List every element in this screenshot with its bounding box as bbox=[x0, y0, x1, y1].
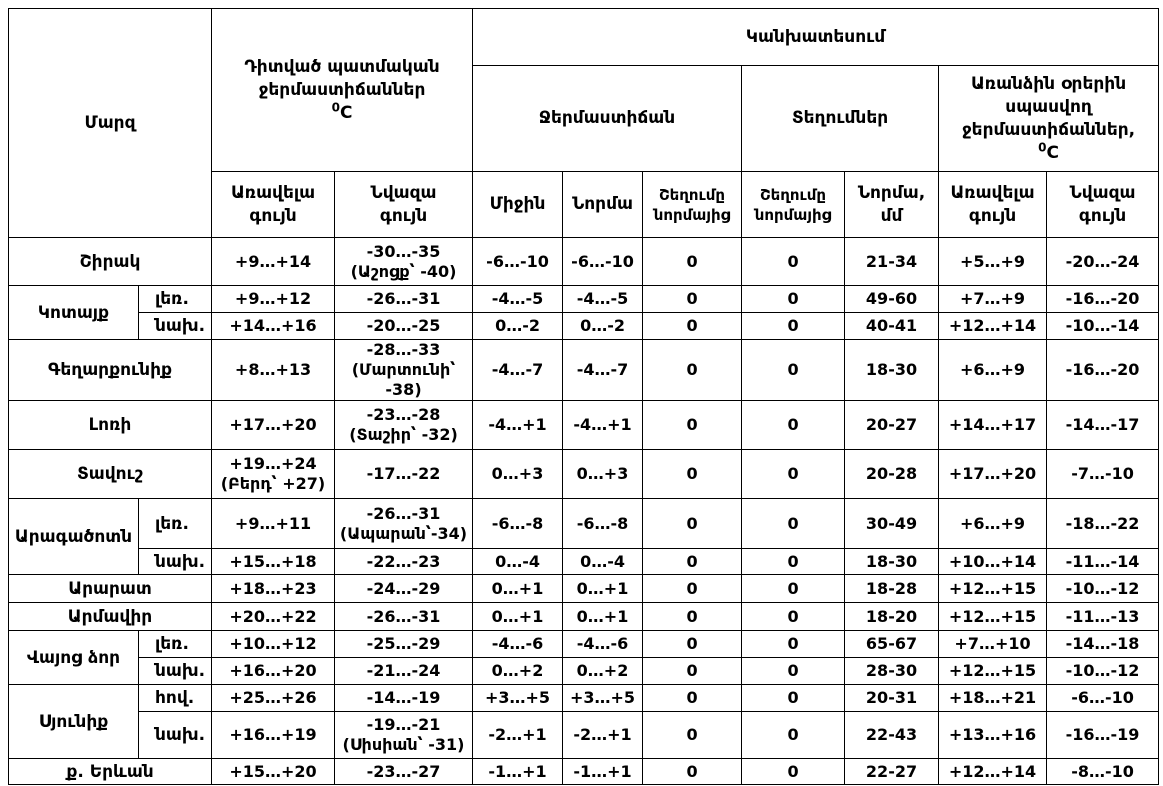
table-row bbox=[9, 631, 1159, 658]
exp-min-cell: -8…-10 bbox=[1047, 759, 1159, 785]
header-obs-max: Առավելա գույն bbox=[212, 172, 335, 238]
norm-cell: 0…+3 bbox=[563, 450, 643, 499]
temp-dev-cell: 0 bbox=[643, 759, 742, 785]
temp-dev-cell: 0 bbox=[643, 313, 742, 340]
header-obs-min: Նվազա գույն bbox=[335, 172, 473, 238]
exp-max-cell: +18…+21 bbox=[939, 685, 1047, 712]
obs-min-cell: -26…-31 bbox=[335, 286, 473, 313]
obs-max-cell: +20…+22 bbox=[212, 603, 335, 631]
exp-max-cell: +14…+17 bbox=[939, 401, 1047, 450]
header-precip-deviation: Շեղումը նորմայից bbox=[742, 172, 845, 238]
table-row bbox=[9, 401, 1159, 450]
norm-cell: 0…+2 bbox=[563, 658, 643, 685]
norm-cell: -4…+1 bbox=[563, 401, 643, 450]
norm-cell: -1…+1 bbox=[563, 759, 643, 785]
obs-max-cell: +14…+16 bbox=[212, 313, 335, 340]
precip-dev-cell: 0 bbox=[742, 759, 845, 785]
exp-min-cell: -14…-18 bbox=[1047, 631, 1159, 658]
header-precip-norm: Նորմա, մմ bbox=[845, 172, 939, 238]
precip-norm-cell: 28-30 bbox=[845, 658, 939, 685]
temp-dev-cell: 0 bbox=[643, 549, 742, 575]
obs-max-cell: +18…+23 bbox=[212, 575, 335, 603]
obs-max-cell: +9…+14 bbox=[212, 238, 335, 286]
region-cell: Արագածոտն bbox=[9, 499, 139, 575]
temp-dev-cell: 0 bbox=[643, 340, 742, 401]
header-exp-max: Առավելա գույն bbox=[939, 172, 1047, 238]
region-cell: Սյունիք bbox=[9, 685, 139, 759]
precip-norm-cell: 18-30 bbox=[845, 340, 939, 401]
table-row bbox=[9, 238, 1159, 286]
temp-dev-cell: 0 bbox=[643, 450, 742, 499]
temp-dev-cell: 0 bbox=[643, 712, 742, 759]
temp-dev-cell: 0 bbox=[643, 286, 742, 313]
mean-cell: +3…+5 bbox=[473, 685, 563, 712]
exp-min-cell: -11…-13 bbox=[1047, 603, 1159, 631]
table-row bbox=[9, 712, 1159, 759]
mean-cell: 0…+1 bbox=[473, 603, 563, 631]
obs-min-cell: -28…-33 (Մարտունի՝ -38) bbox=[335, 340, 473, 401]
table-row bbox=[9, 499, 1159, 549]
precip-norm-cell: 18-28 bbox=[845, 575, 939, 603]
precip-dev-cell: 0 bbox=[742, 631, 845, 658]
obs-min-cell: -25…-29 bbox=[335, 631, 473, 658]
table-row bbox=[9, 575, 1159, 603]
mean-cell: 0…-4 bbox=[473, 549, 563, 575]
temp-dev-cell: 0 bbox=[643, 238, 742, 286]
precip-norm-cell: 40-41 bbox=[845, 313, 939, 340]
precip-dev-cell: 0 bbox=[742, 313, 845, 340]
subregion-cell: լեռ. bbox=[139, 499, 212, 549]
norm-cell: 0…+1 bbox=[563, 603, 643, 631]
table-row bbox=[9, 658, 1159, 685]
obs-min-cell: -23…-28 (Տաշիր՝ -32) bbox=[335, 401, 473, 450]
precip-dev-cell: 0 bbox=[742, 286, 845, 313]
exp-max-cell: +12…+15 bbox=[939, 658, 1047, 685]
obs-max-cell: +16…+19 bbox=[212, 712, 335, 759]
precip-dev-cell: 0 bbox=[742, 238, 845, 286]
temp-dev-cell: 0 bbox=[643, 631, 742, 658]
table-row bbox=[9, 549, 1159, 575]
mean-cell: -4…-5 bbox=[473, 286, 563, 313]
obs-min-cell: -30…-35 (Աշոցք՝ -40) bbox=[335, 238, 473, 286]
norm-cell: 0…+1 bbox=[563, 575, 643, 603]
precip-dev-cell: 0 bbox=[742, 685, 845, 712]
exp-max-cell: +6…+9 bbox=[939, 499, 1047, 549]
exp-max-cell: +7…+9 bbox=[939, 286, 1047, 313]
exp-min-cell: -20…-24 bbox=[1047, 238, 1159, 286]
header-mean: Միջին bbox=[473, 172, 563, 238]
table-row bbox=[9, 603, 1159, 631]
precip-dev-cell: 0 bbox=[742, 340, 845, 401]
mean-cell: -4…-7 bbox=[473, 340, 563, 401]
norm-cell: -4…-6 bbox=[563, 631, 643, 658]
obs-min-cell: -19…-21 (Սիսիան՝ -31) bbox=[335, 712, 473, 759]
precip-norm-cell: 49-60 bbox=[845, 286, 939, 313]
obs-max-cell: +19…+24 (Բերդ՝ +27) bbox=[212, 450, 335, 499]
obs-min-cell: -26…-31 (Ապարան՝-34) bbox=[335, 499, 473, 549]
header-norm: Նորմա bbox=[563, 172, 643, 238]
temp-dev-cell: 0 bbox=[643, 658, 742, 685]
header-region: Մարզ bbox=[9, 9, 212, 238]
obs-max-cell: +10…+12 bbox=[212, 631, 335, 658]
exp-max-cell: +17…+20 bbox=[939, 450, 1047, 499]
header-precipitation: Տեղումներ bbox=[742, 66, 939, 172]
region-cell: Արմավիր bbox=[9, 603, 212, 631]
exp-min-cell: -10…-14 bbox=[1047, 313, 1159, 340]
precip-dev-cell: 0 bbox=[742, 658, 845, 685]
exp-min-cell: -6…-10 bbox=[1047, 685, 1159, 712]
precip-dev-cell: 0 bbox=[742, 549, 845, 575]
norm-cell: 0…-2 bbox=[563, 313, 643, 340]
norm-cell: 0…-4 bbox=[563, 549, 643, 575]
region-cell: Կոտայք bbox=[9, 286, 139, 340]
norm-cell: -4…-5 bbox=[563, 286, 643, 313]
mean-cell: -1…+1 bbox=[473, 759, 563, 785]
mean-cell: 0…+3 bbox=[473, 450, 563, 499]
obs-min-cell: -21…-24 bbox=[335, 658, 473, 685]
table-row bbox=[9, 759, 1159, 785]
obs-max-cell: +9…+12 bbox=[212, 286, 335, 313]
precip-norm-cell: 20-31 bbox=[845, 685, 939, 712]
obs-min-cell: -26…-31 bbox=[335, 603, 473, 631]
table-row bbox=[9, 450, 1159, 499]
temp-dev-cell: 0 bbox=[643, 401, 742, 450]
precip-norm-cell: 18-20 bbox=[845, 603, 939, 631]
obs-max-cell: +16…+20 bbox=[212, 658, 335, 685]
obs-min-cell: -24…-29 bbox=[335, 575, 473, 603]
obs-max-cell: +15…+20 bbox=[212, 759, 335, 785]
subregion-cell: լեռ. bbox=[139, 631, 212, 658]
region-cell: Վայոց ձոր bbox=[9, 631, 139, 685]
exp-max-cell: +10…+14 bbox=[939, 549, 1047, 575]
exp-min-cell: -16…-19 bbox=[1047, 712, 1159, 759]
obs-min-cell: -20…-25 bbox=[335, 313, 473, 340]
table-row bbox=[9, 313, 1159, 340]
precip-norm-cell: 20-28 bbox=[845, 450, 939, 499]
exp-max-cell: +12…+14 bbox=[939, 313, 1047, 340]
region-cell: Լոռի bbox=[9, 401, 212, 450]
mean-cell: 0…+2 bbox=[473, 658, 563, 685]
region-cell: Տավուշ bbox=[9, 450, 212, 499]
obs-max-cell: +25…+26 bbox=[212, 685, 335, 712]
exp-max-cell: +12…+15 bbox=[939, 603, 1047, 631]
norm-cell: -6…-10 bbox=[563, 238, 643, 286]
precip-dev-cell: 0 bbox=[742, 401, 845, 450]
exp-min-cell: -16…-20 bbox=[1047, 340, 1159, 401]
exp-max-cell: +7…+10 bbox=[939, 631, 1047, 658]
obs-max-cell: +15…+18 bbox=[212, 549, 335, 575]
obs-min-cell: -22…-23 bbox=[335, 549, 473, 575]
precip-norm-cell: 22-43 bbox=[845, 712, 939, 759]
header-expected: Առանձին օրերին սպասվող ջերմաստիճաններ, $^0$C bbox=[939, 66, 1159, 172]
header-exp-min: Նվազա գույն bbox=[1047, 172, 1159, 238]
mean-cell: -4…-6 bbox=[473, 631, 563, 658]
exp-max-cell: +13…+16 bbox=[939, 712, 1047, 759]
precip-norm-cell: 20-27 bbox=[845, 401, 939, 450]
exp-max-cell: +12…+14 bbox=[939, 759, 1047, 785]
norm-cell: +3…+5 bbox=[563, 685, 643, 712]
temp-dev-cell: 0 bbox=[643, 685, 742, 712]
precip-norm-cell: 18-30 bbox=[845, 549, 939, 575]
header-forecast: Կանխատեսում bbox=[473, 9, 1159, 66]
mean-cell: -4…+1 bbox=[473, 401, 563, 450]
norm-cell: -6…-8 bbox=[563, 499, 643, 549]
exp-min-cell: -16…-20 bbox=[1047, 286, 1159, 313]
mean-cell: -2…+1 bbox=[473, 712, 563, 759]
exp-min-cell: -10…-12 bbox=[1047, 658, 1159, 685]
region-cell: Արարատ bbox=[9, 575, 212, 603]
obs-max-cell: +8…+13 bbox=[212, 340, 335, 401]
subregion-cell: նախ. bbox=[139, 549, 212, 575]
region-cell: Գեղարքունիք bbox=[9, 340, 212, 401]
subregion-cell: նախ. bbox=[139, 712, 212, 759]
header-observed: Դիտված պատմական ջերմաստիճաններ $^0$C bbox=[212, 9, 473, 172]
precip-dev-cell: 0 bbox=[742, 712, 845, 759]
norm-cell: -2…+1 bbox=[563, 712, 643, 759]
precip-norm-cell: 65-67 bbox=[845, 631, 939, 658]
precip-norm-cell: 21-34 bbox=[845, 238, 939, 286]
mean-cell: 0…+1 bbox=[473, 575, 563, 603]
precip-dev-cell: 0 bbox=[742, 499, 845, 549]
obs-min-cell: -17…-22 bbox=[335, 450, 473, 499]
exp-min-cell: -11…-14 bbox=[1047, 549, 1159, 575]
exp-max-cell: +12…+15 bbox=[939, 575, 1047, 603]
precip-dev-cell: 0 bbox=[742, 575, 845, 603]
region-cell: ք. Երևան bbox=[9, 759, 212, 785]
precip-norm-cell: 30-49 bbox=[845, 499, 939, 549]
region-cell: Շիրակ bbox=[9, 238, 212, 286]
exp-max-cell: +5…+9 bbox=[939, 238, 1047, 286]
subregion-cell: նախ. bbox=[139, 658, 212, 685]
table-row bbox=[9, 685, 1159, 712]
climate-table bbox=[8, 8, 1159, 785]
table-row bbox=[9, 286, 1159, 313]
header-temp-deviation: Շեղումը նորմայից bbox=[643, 172, 742, 238]
temp-dev-cell: 0 bbox=[643, 603, 742, 631]
exp-min-cell: -10…-12 bbox=[1047, 575, 1159, 603]
mean-cell: 0…-2 bbox=[473, 313, 563, 340]
subregion-cell: նախ. bbox=[139, 313, 212, 340]
norm-cell: -4…-7 bbox=[563, 340, 643, 401]
exp-max-cell: +6…+9 bbox=[939, 340, 1047, 401]
subregion-cell: հով. bbox=[139, 685, 212, 712]
table-row bbox=[9, 340, 1159, 401]
precip-dev-cell: 0 bbox=[742, 603, 845, 631]
obs-max-cell: +17…+20 bbox=[212, 401, 335, 450]
temp-dev-cell: 0 bbox=[643, 575, 742, 603]
exp-min-cell: -7…-10 bbox=[1047, 450, 1159, 499]
obs-max-cell: +9…+11 bbox=[212, 499, 335, 549]
mean-cell: -6…-8 bbox=[473, 499, 563, 549]
header-temperature: Ջերմաստիճան bbox=[473, 66, 742, 172]
mean-cell: -6…-10 bbox=[473, 238, 563, 286]
obs-min-cell: -23…-27 bbox=[335, 759, 473, 785]
obs-min-cell: -14…-19 bbox=[335, 685, 473, 712]
exp-min-cell: -18…-22 bbox=[1047, 499, 1159, 549]
temp-dev-cell: 0 bbox=[643, 499, 742, 549]
precip-norm-cell: 22-27 bbox=[845, 759, 939, 785]
precip-dev-cell: 0 bbox=[742, 450, 845, 499]
exp-min-cell: -14…-17 bbox=[1047, 401, 1159, 450]
subregion-cell: լեռ. bbox=[139, 286, 212, 313]
